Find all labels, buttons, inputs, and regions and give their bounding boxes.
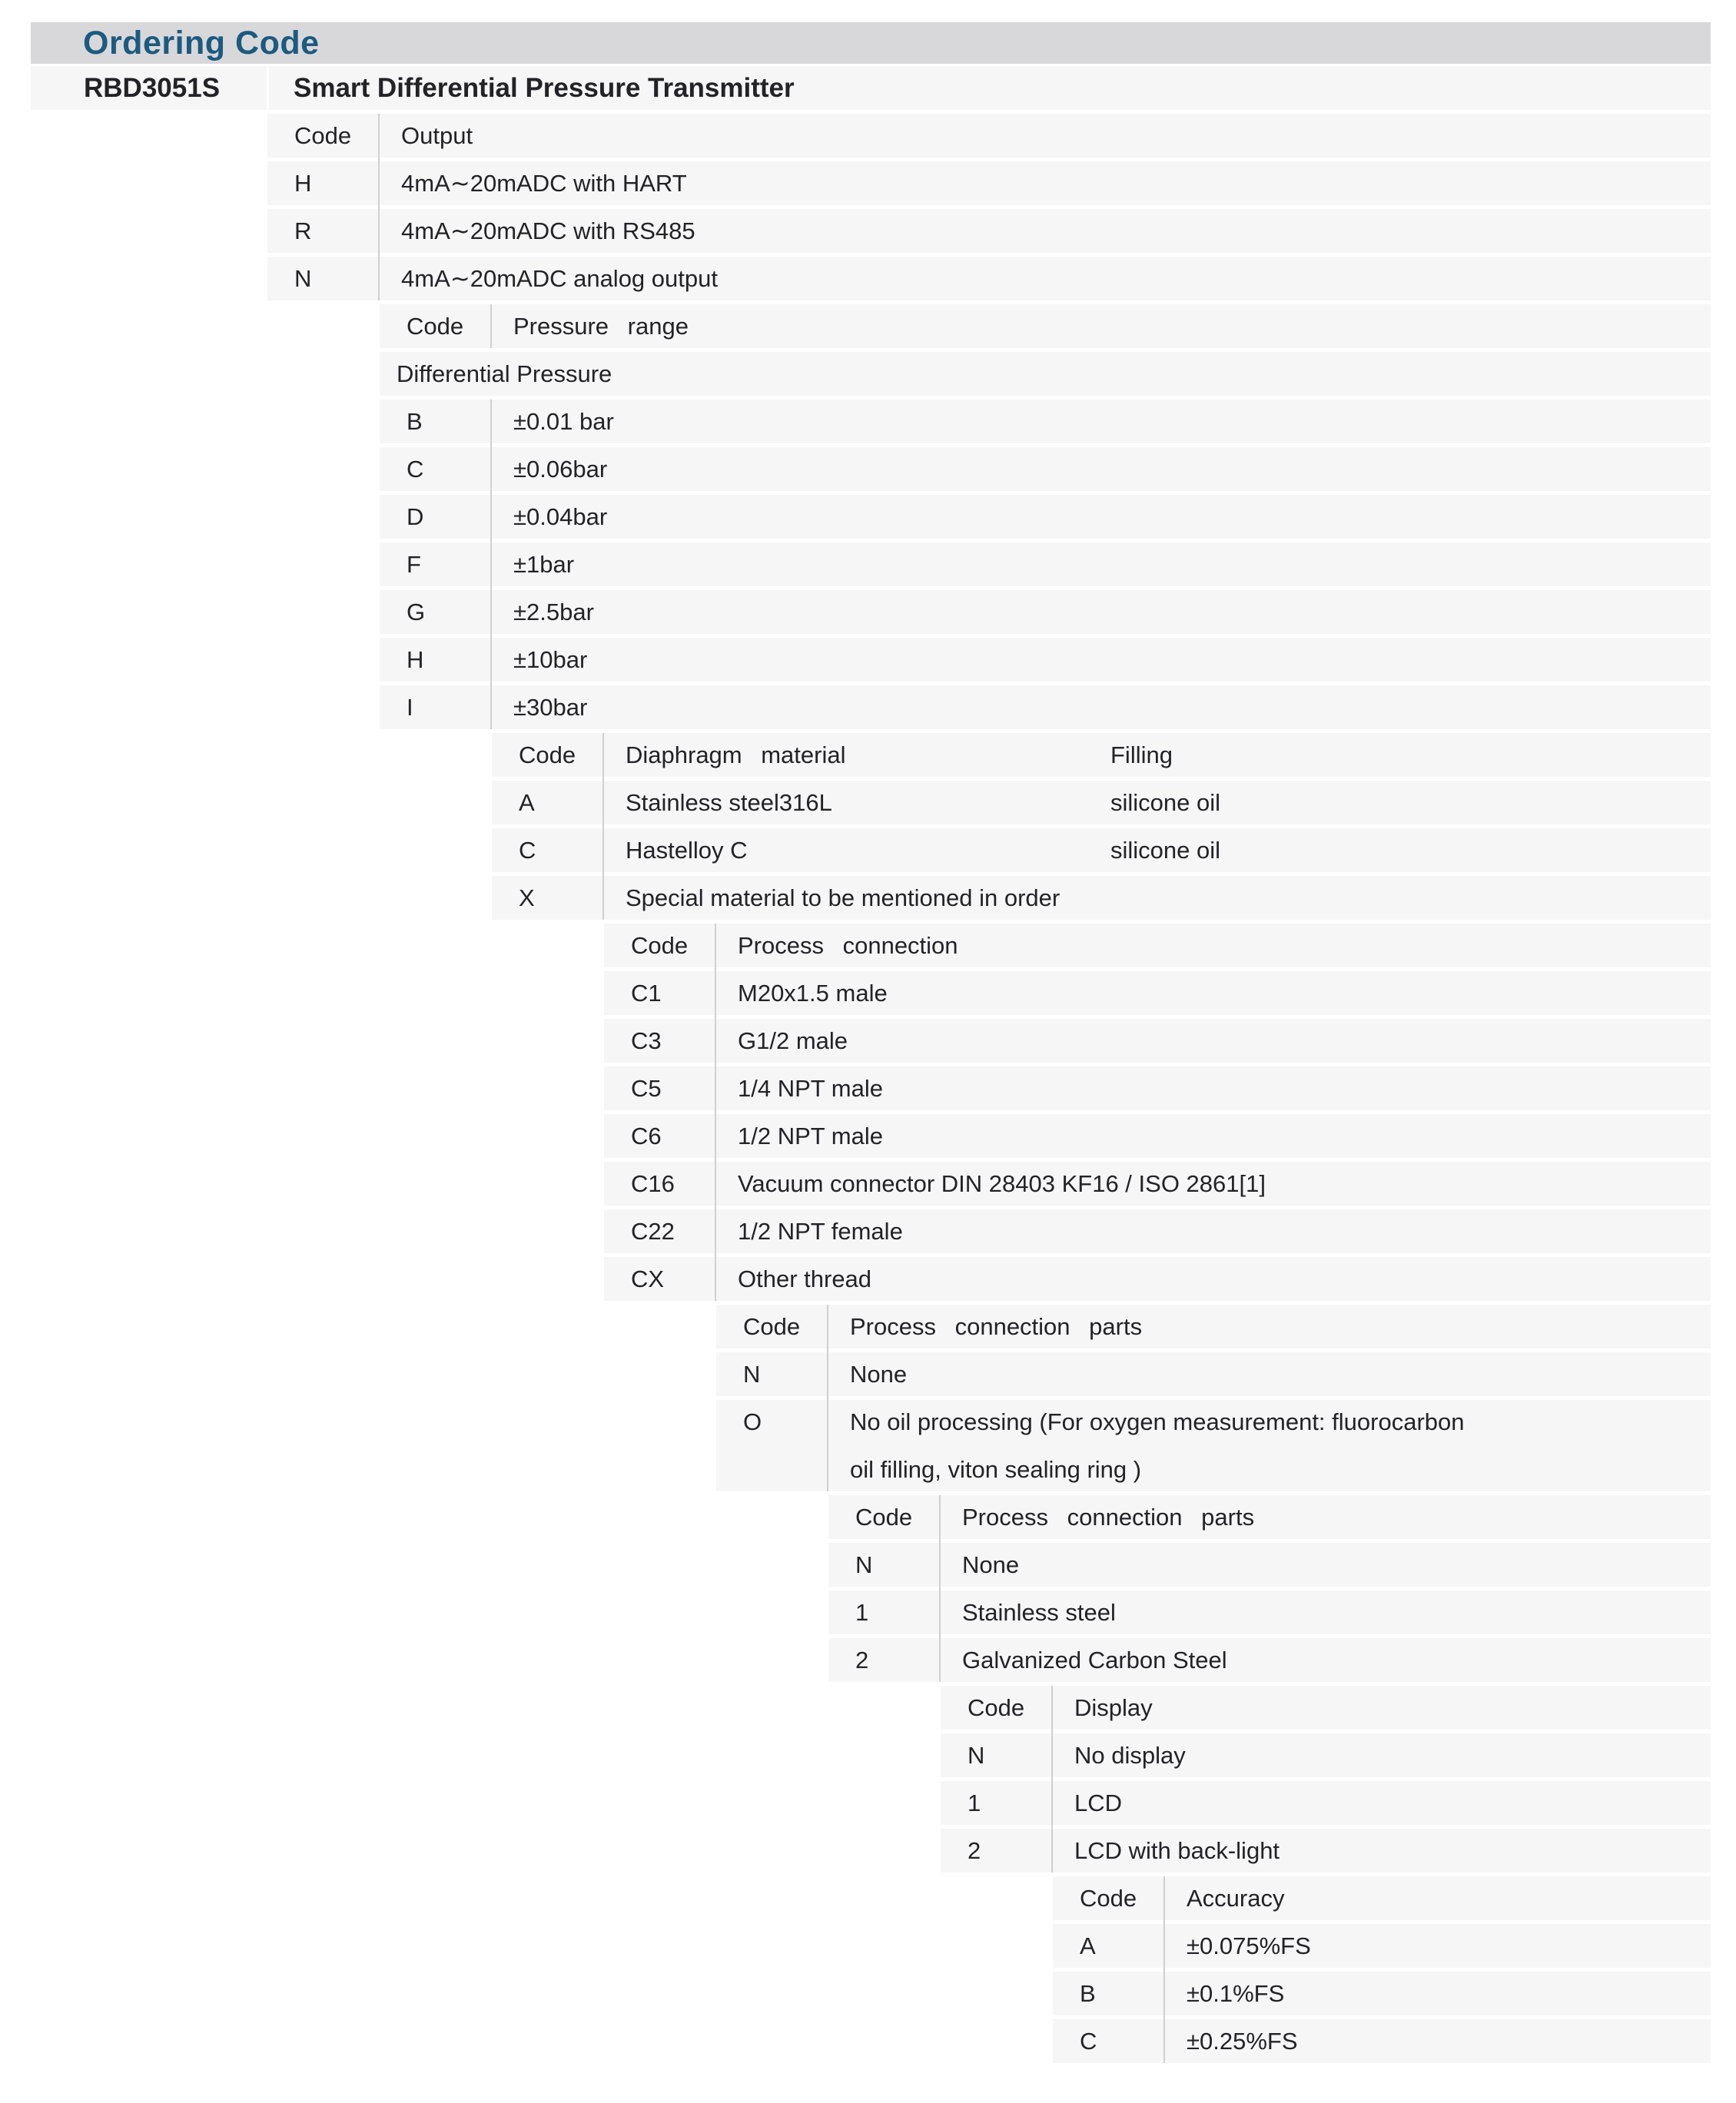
value-cell-label: ±0.06bar (513, 455, 608, 483)
product-code: RBD3051S (84, 72, 221, 103)
row-pressure-range-h (380, 638, 1711, 682)
value-cell-label: 1/2 NPT female (738, 1217, 903, 1245)
column-divider-line (1051, 1686, 1053, 1872)
row-accuracy-b (1053, 1972, 1711, 2015)
code-column-header (267, 114, 380, 158)
value-cell (380, 257, 1711, 300)
value-column-header-label: Process connection parts (962, 1503, 1255, 1531)
value-cell-label: Stainless steel (962, 1598, 1116, 1626)
value-column-header-label: Process connection parts (850, 1312, 1143, 1340)
code-cell-label: H (294, 169, 312, 197)
code-cell-label: N (743, 1360, 761, 1388)
value-cell (1165, 1972, 1711, 2015)
code-column-header (380, 304, 492, 348)
value-cell (492, 447, 1711, 491)
code-cell-label: C (407, 455, 424, 483)
value-cell (941, 1591, 1711, 1634)
value-column-header-label: Pressure range (513, 312, 689, 340)
row-output-h (267, 161, 1711, 205)
code-cell-label: 1 (855, 1598, 869, 1626)
code-cell (828, 1591, 941, 1634)
value-cell-label: Stainless steel316L (626, 788, 832, 816)
value-cell-label: ±0.04bar (513, 503, 608, 530)
code-cell (716, 1400, 828, 1491)
value-cell-label: 4mA∼20mADC with RS485 (401, 217, 695, 244)
value-cell-label: LCD with back-light (1074, 1836, 1280, 1864)
value-column-header-label: Process connection (738, 931, 958, 959)
code-cell (380, 495, 492, 539)
value-cell-label: ±10bar (513, 645, 588, 673)
section-header-row (380, 304, 1711, 348)
row-output-n (267, 257, 1711, 300)
value-cell-label: ±30bar (513, 693, 588, 721)
value-cell-label-line2: oil filling, viton sealing ring ) (850, 1455, 1142, 1483)
value-cell-label: 4mA∼20mADC analog output (401, 264, 718, 292)
code-cell-label: C (1080, 2027, 1097, 2055)
code-cell-label: 2 (968, 1836, 981, 1864)
value-column-header (380, 114, 1711, 158)
code-cell (941, 1733, 1053, 1777)
row-pressure-range-b (380, 400, 1711, 443)
value-cell-label: Hastelloy C (626, 836, 748, 864)
value-column-header (1053, 1686, 1711, 1730)
value-cell-label: None (962, 1551, 1020, 1578)
value-cell (1165, 1924, 1711, 1968)
code-cell-label: A (519, 788, 535, 816)
value-cell (941, 1543, 1711, 1587)
row-process-connection-c1 (604, 971, 1711, 1015)
value-cell-label: ±0.1%FS (1187, 1979, 1285, 2007)
value-cell-label: G1/2 male (738, 1027, 848, 1054)
code-column-header-label: Code (631, 931, 689, 959)
section-process-connection-parts-oil (716, 1305, 1711, 1491)
row-diaphragm-material-a (492, 781, 1711, 824)
code-cell (604, 1019, 716, 1063)
value-column-header-label: Diaphragm material (626, 741, 846, 768)
value-column-header (1165, 1876, 1711, 1920)
group-label-row: Differential Pressure (380, 352, 1711, 396)
ordering-code-title-bar (31, 22, 1711, 64)
value-cell-label: ±1bar (513, 550, 575, 578)
code-column-header-label: Code (855, 1503, 913, 1531)
code-cell-label: 2 (855, 1646, 869, 1673)
row-process-connection-c6 (604, 1114, 1711, 1158)
code-cell-label: H (407, 645, 424, 673)
code-cell-label: O (743, 1408, 762, 1435)
value-cell-label: No display (1074, 1741, 1186, 1769)
section-header-row (941, 1686, 1711, 1730)
code-column-header (716, 1305, 828, 1348)
row-process-connection-parts-oil-o (716, 1400, 1711, 1491)
row-process-connection-parts-oil-n (716, 1352, 1711, 1396)
section-display (941, 1686, 1711, 1872)
code-cell-label: G (407, 598, 426, 625)
code-cell-label: C16 (631, 1169, 675, 1197)
value-cell (1053, 1829, 1711, 1872)
code-cell (604, 1257, 716, 1301)
column-divider-line (602, 733, 604, 920)
value-cell (604, 876, 1711, 920)
value-column-header-label: Display (1074, 1693, 1153, 1721)
value-cell (492, 495, 1711, 539)
row-pressure-range-c (380, 447, 1711, 491)
section-output (267, 114, 1711, 300)
value-cell (380, 209, 1711, 253)
code-cell-label: C5 (631, 1074, 662, 1102)
section-header-row (604, 924, 1711, 967)
row-process-connection-c3 (604, 1019, 1711, 1063)
code-cell (492, 876, 604, 920)
value-cell-label: ±0.01 bar (513, 407, 614, 435)
column-divider-line (827, 1305, 828, 1491)
code-cell (828, 1638, 941, 1682)
row-process-connection-c22 (604, 1209, 1711, 1253)
value-cell-label: Other thread (738, 1265, 872, 1292)
code-cell (492, 781, 604, 824)
code-cell-label: I (407, 693, 413, 721)
product-name: Smart Differential Pressure Transmitter (294, 72, 795, 103)
value-cell (716, 1019, 1711, 1063)
code-cell (267, 209, 380, 253)
page-title: Ordering Code (83, 24, 320, 61)
code-cell-label: X (519, 884, 535, 911)
code-column-header (1053, 1876, 1165, 1920)
value-cell (716, 1066, 1711, 1110)
row-process-connection-c5 (604, 1066, 1711, 1110)
value-cell (492, 685, 1711, 729)
row-pressure-range-d (380, 495, 1711, 539)
section-header-row (492, 733, 1711, 777)
section-header-row (716, 1305, 1711, 1348)
code-cell-label: 1 (968, 1789, 981, 1816)
value-cell-label: LCD (1074, 1789, 1123, 1816)
section-header-row (1053, 1876, 1711, 1920)
value-cell (716, 1257, 1711, 1301)
code-cell (492, 828, 604, 872)
value-cell-label: 4mA∼20mADC with HART (401, 169, 687, 197)
code-cell-label: C3 (631, 1027, 662, 1054)
section-header-row (828, 1495, 1711, 1539)
value-cell (716, 1209, 1711, 1253)
code-cell (380, 542, 492, 586)
code-column-header-label: Code (968, 1693, 1025, 1721)
filling-column-header: Filling (1110, 741, 1173, 768)
section-pressure-range (380, 304, 1711, 729)
value-cell (828, 1352, 1711, 1396)
column-divider-line (715, 924, 716, 1301)
value-cell-label: M20x1.5 male (738, 979, 888, 1007)
row-diaphragm-material-x (492, 876, 1711, 920)
value-cell (492, 638, 1711, 682)
column-divider-line (378, 114, 380, 300)
code-cell-label: F (407, 550, 421, 578)
value-cell (380, 161, 1711, 205)
code-cell-label: B (407, 407, 423, 435)
code-cell-label: R (294, 217, 312, 244)
column-divider-line (939, 1495, 941, 1682)
row-accuracy-c (1053, 2019, 1711, 2063)
value-column-header-label: Accuracy (1187, 1884, 1285, 1912)
code-cell (828, 1543, 941, 1587)
value-cell (716, 1162, 1711, 1206)
value-cell-label: ±2.5bar (513, 598, 594, 625)
section-header-row (267, 114, 1711, 158)
row-process-connection-cx (604, 1257, 1711, 1301)
code-column-header (828, 1495, 941, 1539)
filling-cell: silicone oil (1110, 836, 1221, 864)
code-cell (380, 590, 492, 634)
column-divider-line (490, 400, 492, 729)
row-accuracy-a (1053, 1924, 1711, 1968)
column-divider-line (490, 304, 492, 348)
value-cell-label: Galvanized Carbon Steel (962, 1646, 1227, 1673)
code-cell (1053, 1924, 1165, 1968)
code-column-header-label: Code (519, 741, 576, 768)
code-cell (604, 971, 716, 1015)
value-cell-label: ±0.25%FS (1187, 2027, 1298, 2055)
code-column-header (492, 733, 604, 777)
filling-cell: silicone oil (1110, 788, 1221, 816)
section-diaphragm-material (492, 733, 1711, 920)
value-cell-label: None (850, 1360, 908, 1388)
value-cell (1053, 1781, 1711, 1825)
code-cell (1053, 1972, 1165, 2015)
code-column-header-label: Code (294, 121, 352, 149)
code-cell (267, 161, 380, 205)
value-cell (828, 1400, 1711, 1491)
value-column-header (828, 1305, 1711, 1348)
code-cell-label: D (407, 503, 424, 530)
code-cell-label: A (1080, 1932, 1096, 1959)
row-process-connection-parts-material-n (828, 1543, 1711, 1587)
value-cell (492, 590, 1711, 634)
code-cell (941, 1829, 1053, 1872)
row-pressure-range-i (380, 685, 1711, 729)
code-cell-label: CX (631, 1265, 665, 1292)
code-cell (604, 1066, 716, 1110)
product-row (31, 66, 1711, 110)
code-cell (267, 257, 380, 300)
code-column-header (941, 1686, 1053, 1730)
value-column-header (716, 924, 1711, 967)
code-cell (716, 1352, 828, 1396)
value-cell-label: No oil processing (For oxygen measurement: fluorocarbon (850, 1408, 1465, 1435)
section-process-connection (604, 924, 1711, 1301)
code-column-header (604, 924, 716, 967)
value-cell (492, 400, 1711, 443)
code-column-header-label: Code (1080, 1884, 1137, 1912)
section-accuracy (1053, 1876, 1711, 2063)
code-column-header-label: Code (407, 312, 464, 340)
code-cell (380, 638, 492, 682)
code-cell-label: C22 (631, 1217, 675, 1245)
code-cell (941, 1781, 1053, 1825)
code-cell-label: N (968, 1741, 985, 1769)
code-cell-label: C6 (631, 1122, 662, 1149)
row-process-connection-parts-material-1 (828, 1591, 1711, 1634)
code-cell-label: N (294, 264, 312, 292)
code-column-header-label: Code (743, 1312, 801, 1340)
value-cell (1165, 2019, 1711, 2063)
code-cell-label: C1 (631, 979, 662, 1007)
value-cell-label: 1/2 NPT male (738, 1122, 883, 1149)
code-cell (604, 1114, 716, 1158)
row-pressure-range-g (380, 590, 1711, 634)
value-cell (716, 971, 1711, 1015)
row-display-1 (941, 1781, 1711, 1825)
code-cell (380, 685, 492, 729)
row-display-n (941, 1733, 1711, 1777)
value-column-header-label: Output (401, 121, 473, 149)
code-cell (1053, 2019, 1165, 2063)
code-cell (604, 1162, 716, 1206)
code-cell (604, 1209, 716, 1253)
value-cell-label: ±0.075%FS (1187, 1932, 1311, 1959)
value-cell (492, 542, 1711, 586)
row-process-connection-parts-material-2 (828, 1638, 1711, 1682)
row-process-connection-c16 (604, 1162, 1711, 1206)
section-process-connection-parts-material (828, 1495, 1711, 1682)
code-cell (380, 400, 492, 443)
code-cell-label: C (519, 836, 536, 864)
value-cell (941, 1638, 1711, 1682)
row-display-2 (941, 1829, 1711, 1872)
row-output-r (267, 209, 1711, 253)
value-column-header (941, 1495, 1711, 1539)
value-cell (1053, 1733, 1711, 1777)
value-cell-label: Special material to be mentioned in order (626, 884, 1061, 911)
code-cell-label: N (855, 1551, 873, 1578)
value-column-header (492, 304, 1711, 348)
value-cell-label: 1/4 NPT male (738, 1074, 883, 1102)
value-cell (716, 1114, 1711, 1158)
column-divider-line (1163, 1876, 1165, 2063)
code-cell (380, 447, 492, 491)
code-cell-label: B (1080, 1979, 1096, 2007)
row-pressure-range-f (380, 542, 1711, 586)
row-diaphragm-material-c (492, 828, 1711, 872)
value-cell-label: Vacuum connector DIN 28403 KF16 / ISO 2861[1] (738, 1169, 1266, 1197)
